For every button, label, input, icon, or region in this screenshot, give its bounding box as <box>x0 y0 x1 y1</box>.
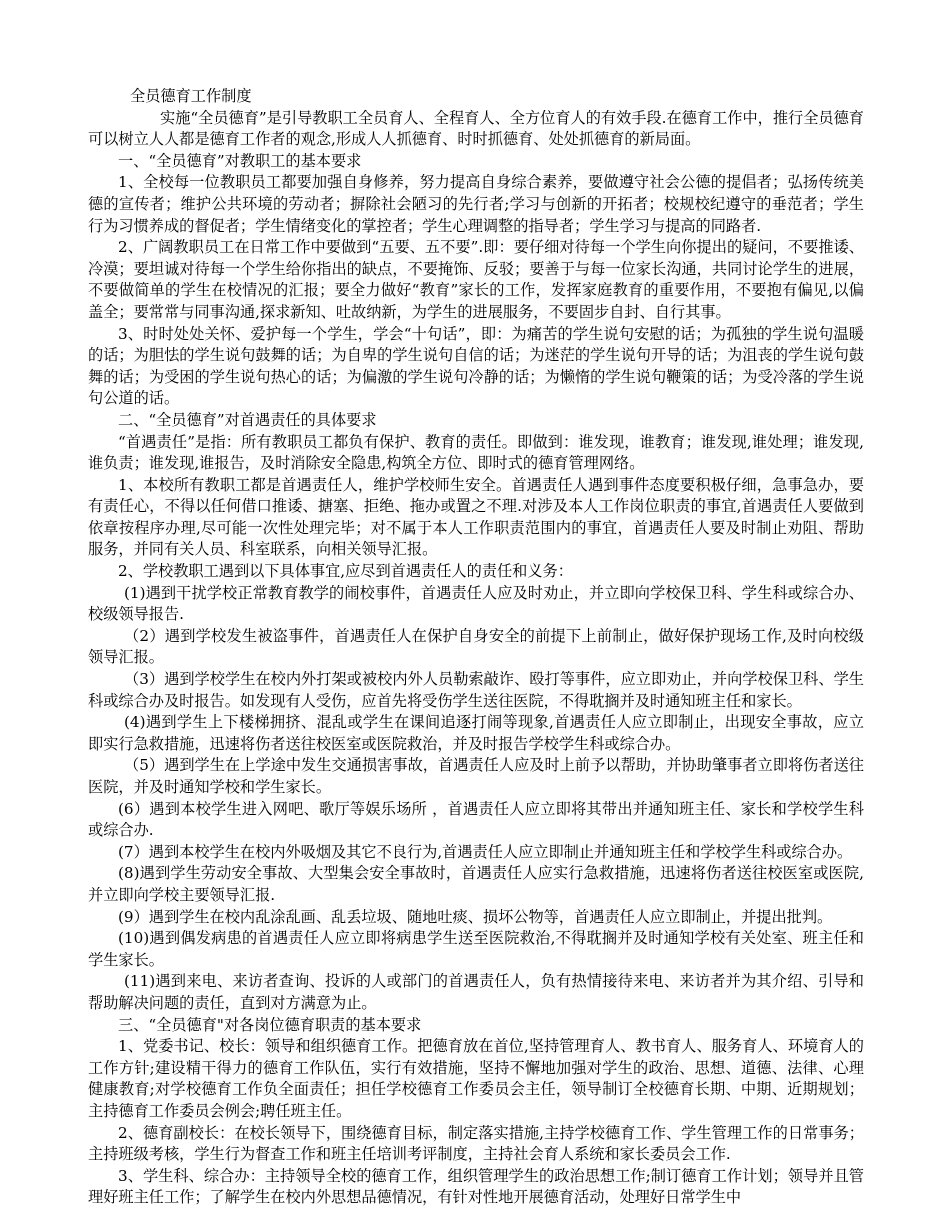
body-paragraph: 2、广阔教职员工在日常工作中要做到“五要、五不要”.即：要仔细对待每一个学生向你提出的疑问，不要推诿、冷漠；要坦诚对待每一个学生给你指出的缺点，不要掩饰、反驳；要善于与每一位家长沟通，共同讨论学生的进展，不要做简单的学生在校情况的汇报；要全力做好“教育”家长的工作，发挥家庭教育的重要作用，不要抱有偏见,以偏盖全；要常常与同事沟通,探求新知、吐故纳新，为学生的进展服务，不要固步自封、自行其事。 <box>88 238 864 321</box>
body-paragraph: (10)遇到偶发病患的首遇责任人应立即将病患学生送至医院救治,不得耽搁并及时通知学校有关处室、班主任和学生家长。 <box>88 929 864 969</box>
body-paragraph: 3、时时处处关怀、爱护每一个学生，学会“十句话”，即：为痛苦的学生说句安慰的话；为孤独的学生说句温暖的话；为胆怯的学生说句鼓舞的话；为自卑的学生说句自信的话；为迷茫的学生说句开导的话；为沮丧的学生说句鼓舞的话；为受困的学生说句热心的话；为偏激的学生说句冷静的话；为懒惰的学生说句鞭策的话；为受冷落的学生说句公道的话。 <box>88 324 864 408</box>
section-heading: 二、“全员德育”对首遇责任的具体要求 <box>118 410 377 429</box>
body-paragraph: (1)遇到干扰学校正常教育教学的闹校事件，首遇责任人应及时劝止，并立即向学校保卫科、学生科或综合办、校级领导报告. <box>88 583 864 624</box>
body-paragraph: (9）遇到学生在校内乱涂乱画、乱丢垃圾、随地吐痰、损坏公物等，首遇责任人应立即制止，并提出批判。 <box>118 907 833 926</box>
body-paragraph: 1、本校所有教职工都是首遇责任人，维护学校师生安全。首遇责任人遇到事件态度要积极仔细，急事急办，要有责任心，不得以任何借口推诿、搪塞、拒绝、拖办或置之不理.对涉及本人工作岗位职责的事宜,首遇责任人要做到依章按程序办理,尽可能一次性处理完毕；对不属于本人工作职责范围内的事宜，首遇责任人要及时制止劝阻、帮助服务，并同有关人员、科室联系，向相关领导汇报。 <box>88 475 864 559</box>
body-paragraph: 实施“全员德育”是引导教职工全员育人、全程育人、全方位育人的有效手段.在德育工作中，推行全员德育可以树立人人都是德育工作者的观念,形成人人抓德育、时时抓德育、处处抓德育的新局面。 <box>88 108 864 149</box>
document-page <box>88 86 864 1209</box>
body-paragraph: (11)遇到来电、来访者查询、投诉的人或部门的首遇责任人，负有热情接待来电、来访者并为其介绍、引导和帮助解决问题的责任，直到对方满意为止。 <box>88 972 864 1012</box>
section-heading: 三、“全员德育"对各岗位德育职责的基本要求 <box>118 1015 422 1034</box>
body-paragraph: 2、学校教职工遇到以下具体事宜,应尽到首遇责任人的责任和义务： <box>118 562 573 581</box>
body-paragraph: (6）遇到本校学生进入网吧、歌厅等娱乐场所 ，首遇责任人应立即将其带出并通知班主任、家长和学校学生科或综合办. <box>88 799 864 840</box>
body-paragraph: (4)遇到学生上下楼梯拥挤、混乱或学生在课间追逐打闹等现象,首遇责任人应立即制止，出现安全事故，应立即实行急救措施，迅速将伤者送往校医室或医院救治，并及时报告学校学生科或综合办。 <box>88 713 864 753</box>
body-paragraph: 2、德育副校长：在校长领导下，围绕德育目标，制定落实措施,主持学校德育工作、学生管理工作的日常事务；主持班级考核，学生行为督查工作和班主任培训考评制度，主持社会育人系统和家长委员会工作. <box>88 1123 864 1164</box>
section-heading: 一、“全员德育”对教职工的基本要求 <box>118 151 362 170</box>
document-title: 全员德育工作制度 <box>130 87 252 105</box>
body-paragraph: 1、全校每一位教职员工都要加强自身修养，努力提高自身综合素养，要做遵守社会公德的提倡者；弘扬传统美德的宣传者；维护公共环境的劳动者；摒除社会陋习的先行者;学习与创新的开拓者；校规校纪遵守的垂范者；学生行为习惯养成的督促者；学生情绪变化的掌控者；学生心理调整的指导者；学生学习与提高的同路者. <box>88 173 864 235</box>
body-paragraph: 1、党委书记、校长：领导和组织德育工作。把德育放在首位,坚持管理育人、教书育人、服务育人、环境育人的工作方针;建设精干得力的德育工作队伍，实行有效措施，坚持不懈地加强对学生的政治、思想、道德、法律、心理健康教育;对学校德育工作负全面责任；担任学校德育工作委员会主任，领导制订全校德育长期、中期、近期规划；主持德育工作委员会例会;聘任班主任。 <box>88 1037 864 1120</box>
body-paragraph: （5）遇到学生在上学途中发生交通损害事故，首遇责任人应及时上前予以帮助，并协助肇事者立即将伤者送往医院，并及时通知学校和学生家长。 <box>88 756 864 796</box>
body-paragraph: “首遇责任”是指：所有教职员工都负有保护、教育的责任。即做到：谁发现，谁教育；谁发现,谁处理；谁发现,谁负责；谁发现,谁报告，及时消除安全隐患,构筑全方位、即时式的德育管理网络。 <box>88 432 864 473</box>
body-paragraph: （3）遇到学校学生在校内外打架或被校内外人员勒索敲诈、殴打等事件，应立即劝止，并向学校保卫科、学生科或综合办及时报告。如发现有人受伤，应首先将受伤学生送往医院，不得耽搁并及时通知班主任和家长。 <box>88 670 864 710</box>
body-paragraph: (8)遇到学生劳动安全事故、大型集会安全事故时，首遇责任人应实行急救措施，迅速将伤者送往校医室或医院,并立即向学校主要领导汇报. <box>88 864 864 904</box>
body-paragraph: 3、学生科、综合办：主持领导全校的德育工作，组织管理学生的政治思想工作;制订德育工作计划；领导并且管理好班主任工作；了解学生在校内外思想品德情况，有针对性地开展德育活动，处理好日常学生中 <box>88 1166 864 1207</box>
body-paragraph: （2）遇到学校发生被盗事件，首遇责任人在保护自身安全的前提下上前制止，做好保护现场工作,及时向校级领导汇报。 <box>88 626 864 667</box>
body-paragraph: (7）遇到本校学生在校内外吸烟及其它不良行为,首遇责任人应立即制止并通知班主任和学校学生科或综合办。 <box>118 842 853 861</box>
